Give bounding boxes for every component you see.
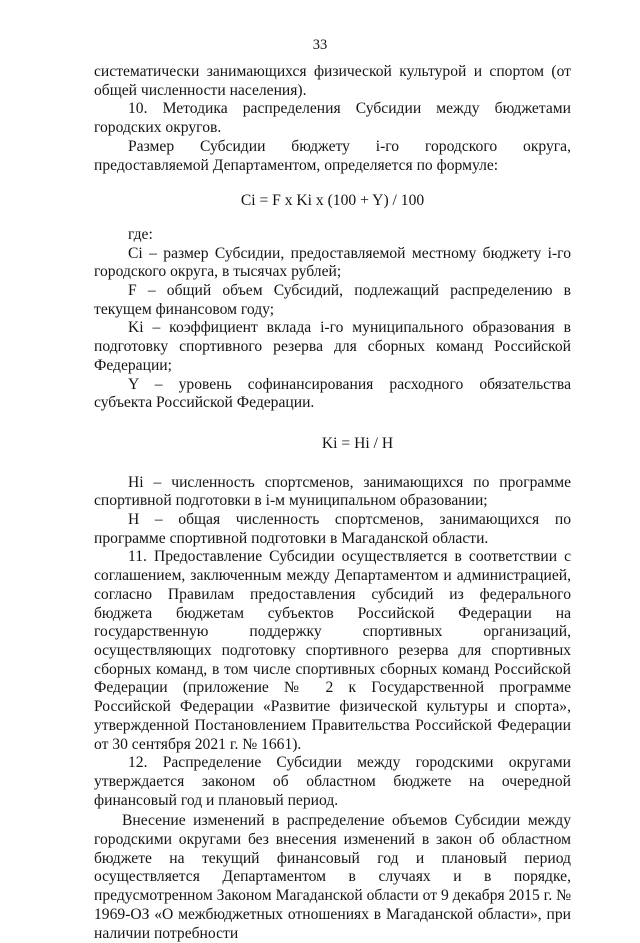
formula-ci: Ci = F x Ki x (100 + Y) / 100 xyxy=(240,192,425,210)
formula-ki: Ki = Hi / H xyxy=(321,434,394,452)
definition-h: H – общая численность спортсменов, занимающихся по программе спортивной подготовки в Магаданской области. xyxy=(94,511,571,547)
definition-y: Y – уровень софинансирования расходного обязательства субъекта Российской Федерации. xyxy=(94,375,571,412)
section-12-paragraph: 12. Распределение Субсидии между городскими округами утверждается законом об областном бюджете на очередной финансовый год и плановый период. xyxy=(94,754,571,809)
page-number: 33 xyxy=(312,37,328,53)
where-label: где: xyxy=(128,225,153,243)
section-10-heading: 10. Методика распределения Субсидии между бюджетами городских округов. xyxy=(94,100,571,137)
paragraph-subsidy-size: Размер Субсидии бюджету i-го городского округа, предоставляемой Департаментом, определяется по формуле: xyxy=(94,137,571,174)
section-11-paragraph: 11. Предоставление Субсидии осуществляется в соответствии с соглашением, заключенным между Департаментом и администрацией, согласно Правилам предоставления субсидий из федерального бюджета бюджетам субъектов Российской Федерации на государственную поддержку спортивных организаций, осуществляющих подготовку спортивного резерва для спортивных сборных команд, в том числе спортивных сборных команд Российской Федерации (приложение № 2 к Государственной программе Российской Федерации «Развитие физической культуры и спорта», утвержденной Постановлением Правительства Российской Федерации от 30 сентября 2021 г. № 1661). xyxy=(94,548,571,753)
definition-hi: Hi – численность спортсменов, занимающихся по программе спортивной подготовки в i-м муниципальном образовании; xyxy=(94,473,571,510)
paragraph-amendments: Внесение изменений в распределение объемов Субсидии между городскими округами без внесения изменений в закон об областном бюджете на текущий финансовый год и плановый период осуществляется Департаментом в случаях и в порядке, предусмотренном Законом Магаданской области от 9 декабря 2015 г. № 1969-ОЗ «О межбюджетных отношениях в Магаданской области», при наличии потребности xyxy=(94,812,571,942)
definition-ki: Ki – коэффициент вклада i-го муниципального образования в подготовку спортивного резерва для сборных команд Российской Федерации; xyxy=(94,319,571,374)
paragraph-intro-continuation: систематически занимающихся физической культурой и спортом (от общей численности населения). xyxy=(94,63,571,99)
document-body xyxy=(94,63,571,943)
definition-f: F – общий объем Субсидий, подлежащий распределению в текущем финансовом году; xyxy=(94,282,571,318)
definition-ci: Ci – размер Субсидии, предоставляемой местному бюджету i-го городского округа, в тысячах рублей; xyxy=(94,244,571,281)
